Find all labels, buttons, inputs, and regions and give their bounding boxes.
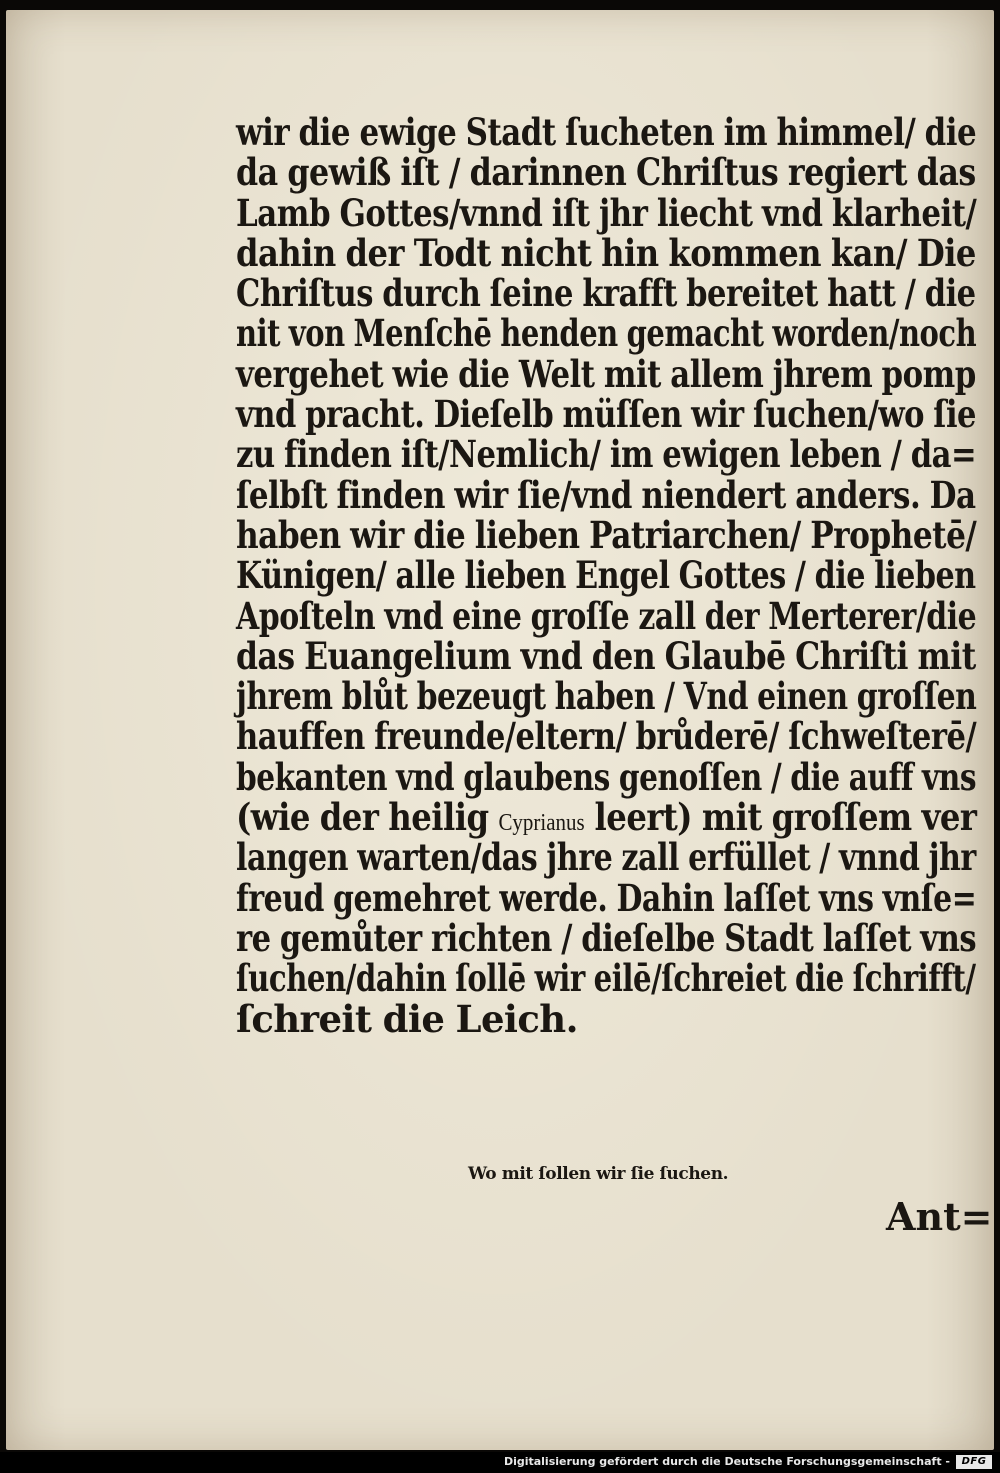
text-line: Apoſteln vnd eine groſſe zall der Merterer/die <box>236 593 977 638</box>
section-subheading: Wo mit ſollen wir ſie ſuchen. <box>468 1164 729 1184</box>
text-line: da gewiß iſt / darinnen Chriſtus regiert das <box>236 150 976 195</box>
text-line: Chriſtus durch ſeine krafft bereitet hatt / die <box>236 271 976 316</box>
text-line: dahin der Todt nicht hin kommen kan/ Die <box>236 230 976 275</box>
dfg-logo-icon: DFG <box>956 1455 992 1469</box>
cyprian-line-before: (wie der heilig <box>236 795 499 840</box>
text-line: wir die ewige Stadt ſucheten im himmel/ die <box>236 110 977 154</box>
text-line: das Euangelium vnd den Glaubē Chriſti mit <box>236 633 976 678</box>
text-line: jhrem blůt bezeugt haben / Vnd einen groſſen <box>236 674 977 719</box>
cyprianus-name: Cyprianus <box>498 810 585 837</box>
text-line: vergehet wie die Welt mit allem jhrem pomp <box>236 351 976 396</box>
text-line: ſuchen/dahin ſollē wir eilē/ſchreiet die ſchrifft/ <box>236 956 976 1001</box>
text-line: hauffen freunde/eltern/ brůderē/ ſchweſterē/ <box>236 714 977 759</box>
catchword: Ant= <box>886 1194 993 1239</box>
text-line: zu finden iſt/Nemlich/ im ewigen leben / da= <box>236 432 977 477</box>
text-line: haben wir die lieben Patriarchen/ Prophetē/ <box>236 512 977 557</box>
text-line: vnd pracht. Dieſelb müſſen wir ſuchen/wo ſie <box>236 392 976 437</box>
text-line: freud gemehret werde. Dahin laſſet vns vnſe= <box>236 875 977 920</box>
text-line: Künigen/ alle lieben Engel Gottes / die lieben <box>236 553 976 598</box>
cyprian-line-after: leert) mit groſſem ver <box>584 795 977 840</box>
text-line: Lamb Gottes/vnnd iſt jhr liecht vnd klarheit/ <box>236 190 977 235</box>
text-line: langen warten/das jhre zall erfüllet / vnnd jhr <box>236 835 976 880</box>
text-line: bekanten vnd glaubens genoſſen / die auff vns <box>236 754 977 799</box>
book-page <box>6 10 994 1450</box>
text-line: ſelbſt finden wir ſie/vnd niendert anders. Da <box>236 472 976 517</box>
text-line: nit von Menſchē henden gemacht worden/noch <box>236 311 977 356</box>
body-text <box>236 112 976 1039</box>
footer-bar <box>0 1452 1000 1473</box>
funding-credit: Digitalisierung gefördert durch die Deutsche Forschungsgemeinschaft - <box>503 1455 950 1468</box>
text-line: re gemůter richten / dieſelbe Stadt laſſet vns <box>236 915 977 960</box>
text-line-cyprian <box>236 795 977 840</box>
text-line: ſchreit die Leich. <box>236 996 578 1041</box>
